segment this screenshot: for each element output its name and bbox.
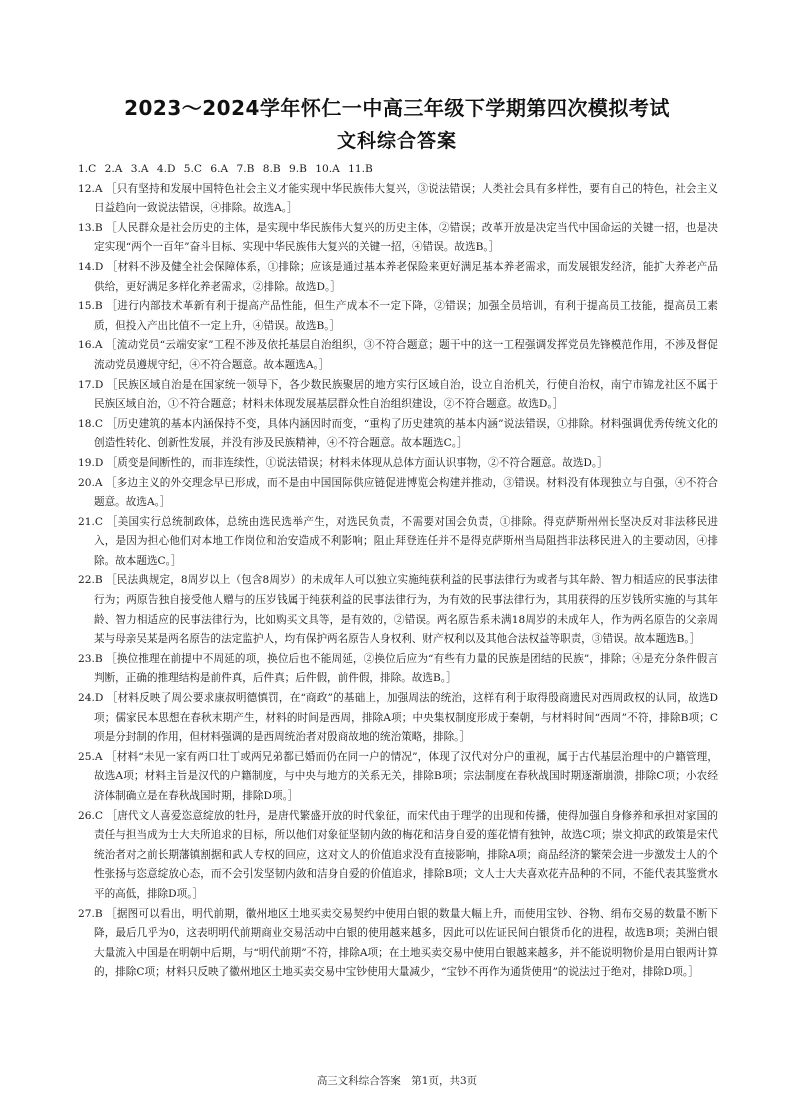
answer-item-22: 22.B ［民法典规定，8周岁以上（包含8周岁）的未成年人可以独立实施纯获利益的民事法律行为或者与其年龄、智力相适应的民事法律行为；两原告独自接受他人赠与的压岁钱属于纯获利益的民事法律行为，为有效的民事法律行为，其用获得的压岁钱所实施的与其年龄、智力相适应的民事法律行为，比如购买文具等，是有效的，②错误。两名原告系未满18周岁的未成年人，作为两名原告的父亲周某与母亲吴某是两名原告的法定监护人，均有保护两名原告人身权利、财产权利以及其他合法权益等职责，③错误。故本题选B。］: [78, 574, 718, 646]
page-title: 2023～2024学年怀仁一中高三年级下学期第四次模拟考试: [124, 96, 670, 120]
answer-content: [78, 160, 718, 983]
answer-item-14: 14.D ［材料不涉及健全社会保障体系，①排除；应该是通过基本养老保险来更好满足基本养老需求，而发展银发经济，能扩大养老产品供给，更好满足多样化养老需求，②排除。故选D。］: [78, 260, 718, 293]
answer-item-18: 18.C ［历史建筑的基本内涵保持不变，具体内涵因时而变，“重构了历史建筑的基本内涵”说法错误，①排除。材料强调优秀传统文化的创造性转化、创新性发展，并没有涉及民族精神，④不符合题意。故本题选C。］: [78, 417, 718, 450]
answer-item-19: 19.D ［质变是间断性的，而非连续性，①说法错误；材料未体现从总体方面认识事物，②不符合题意。故选D。］: [78, 456, 608, 469]
answer-item-15: 15.B ［进行内部技术革新有利于提高产品性能，但生产成本不一定下降，②错误；加强全员培训，有利于提高员工技能，提高员工素质，但投入产出比值不一定上升，④错误。故选B。］: [78, 300, 718, 332]
answer-item-13: 13.B ［人民群众是社会历史的主体，是实现中华民族伟大复兴的历史主体，②错误；改革开放是决定当代中国命运的关键一招，也是决定实现“两个一百年”奋斗目标、实现中华民族伟大复兴的关键一招，④错误。故选B。］: [78, 221, 718, 254]
multiple-choice-answers: 1.C 2.A 3.A 4.D 5.C 6.A 7.B 8.B 9.B 10.A 11.B: [78, 163, 373, 175]
answer-item-25: 25.A ［材料“未见一家有两口壮丁或两兄弟都已婚而仍在同一户的情况”，体现了汉代对分户的重视，属于古代基层治理中的户籍管理，故选A项；材料主旨是汉代的户籍制度，与中央与地方的关系无关，排除B项；宗法制度在春秋战国时期逐渐崩溃，排除C项；小农经济体制确立是在春秋战国时期，排除D项。］: [78, 750, 718, 802]
answer-item-12: 12.A ［只有坚持和发展中国特色社会主义才能实现中华民族伟大复兴，③说法错误；人类社会具有多样性，要有自己的特色，社会主义日益趋向一致说法错误，④排除。故选A。］: [78, 182, 718, 215]
page-subtitle: 文科综合答案: [336, 130, 457, 152]
answer-item-23: 23.B ［换位推理在前提中不周延的项，换位后也不能周延，②换位后应为“有些有力量的民族是团结的民族”，排除；④是充分条件假言判断，正确的推理结构是前件真，后件真；后件假，前件假，排除。故选B。］: [78, 652, 718, 685]
answer-item-20: 20.A ［多边主义的外交理念早已形成，而不是由中国国际供应链促进博览会构建并推动，③错误。材料没有体现独立与自强，④不符合题意。故选A。］: [78, 476, 718, 509]
answer-item-26: 26.C ［唐代文人喜爱恣意绽放的牡丹，是唐代繁盛开放的时代象征，而宋代由于理学的出现和传播，使得加强自身修养和承担对家国的责任与担当成为士大夫所追求的目标，所以他们对象征坚韧内敛的梅花和洁身自爱的莲花情有独钟，故选C项；崇文抑武的政策是宋代统治者对之前长期藩镇割据和武人专权的回应，这对文人的价值追求没有直接影响，排除A项；商品经济的繁荣会进一步激发士人的个性张扬与恣意绽放心态，而不会引发坚韧内敛和洁身自爱的价值追求，排除B项；文人士大夫喜欢花卉品种的不同，不能代表其鉴赏水平的高低，排除D项。］: [78, 809, 718, 900]
answer-item-21: 21.C ［美国实行总统制政体，总统由选民选举产生，对选民负责，不需要对国会负责，①排除。得克萨斯州州长坚决反对非法移民进入，是因为担心他们对本地工作岗位和治安造成不利影响；阻止拜登连任并不是得克萨斯州当局阻挡非法移民进入的主要动因，④排除。故本题选C。］: [78, 515, 718, 567]
answer-item-24: 24.D ［材料反映了周公要求康叔明德慎罚，在“商政”的基础上，加强周法的统治，这样有利于取得殷商遗民对西周政权的认同，故选D项；儒家民本思想在春秋末期产生，材料的时间是西周，排除A项；中央集权制度形成于秦朝，与材料时间“西周”不符，排除B项；C项是分封制的作用，但材料强调的是西周统治者对殷商故地的统治策略，排除。］: [78, 692, 718, 744]
page-footer: 高三文科综合答案 第1页，共3页: [316, 1075, 478, 1087]
answer-item-16: 16.A ［流动党员“云端安家”工程不涉及依托基层自治组织，③不符合题意；题干中的这一工程强调发挥党员先锋模范作用，不涉及督促流动党员遵规守纪，④不符合题意。故本题选A。］: [78, 339, 718, 371]
answer-item-27: 27.B ［据图可以看出，明代前期，徽州地区土地买卖交易契约中使用白银的数量大幅上升，而使用宝钞、谷物、绢布交易的数量不断下降，最后几乎为0，这表明明代前期商业交易活动中白银的使用越来越多，因此可以佐证民间白银货币化的进程，故选B项；美洲白银大量流入中国是在明朝中后期，与“明代前期”不符，排除A项；在土地买卖交易中使用白银越来越多，并不能说明物价是用白银两计算的，排除C项；材料只反映了徽州地区土地买卖交易中宝钞使用大量减少，“宝钞不再作为通货使用”的说法过于绝对，排除D项。］: [78, 907, 718, 979]
answer-item-17: 17.D ［民族区域自治是在国家统一领导下，各少数民族聚居的地方实行区域自治，设立自治机关，行使自治权，南宁市锦龙社区不属于民族区域自治，①不符合题意；材料未体现发展基层群众性自治组织建设，②不符合题意。故选D。］: [78, 378, 718, 411]
